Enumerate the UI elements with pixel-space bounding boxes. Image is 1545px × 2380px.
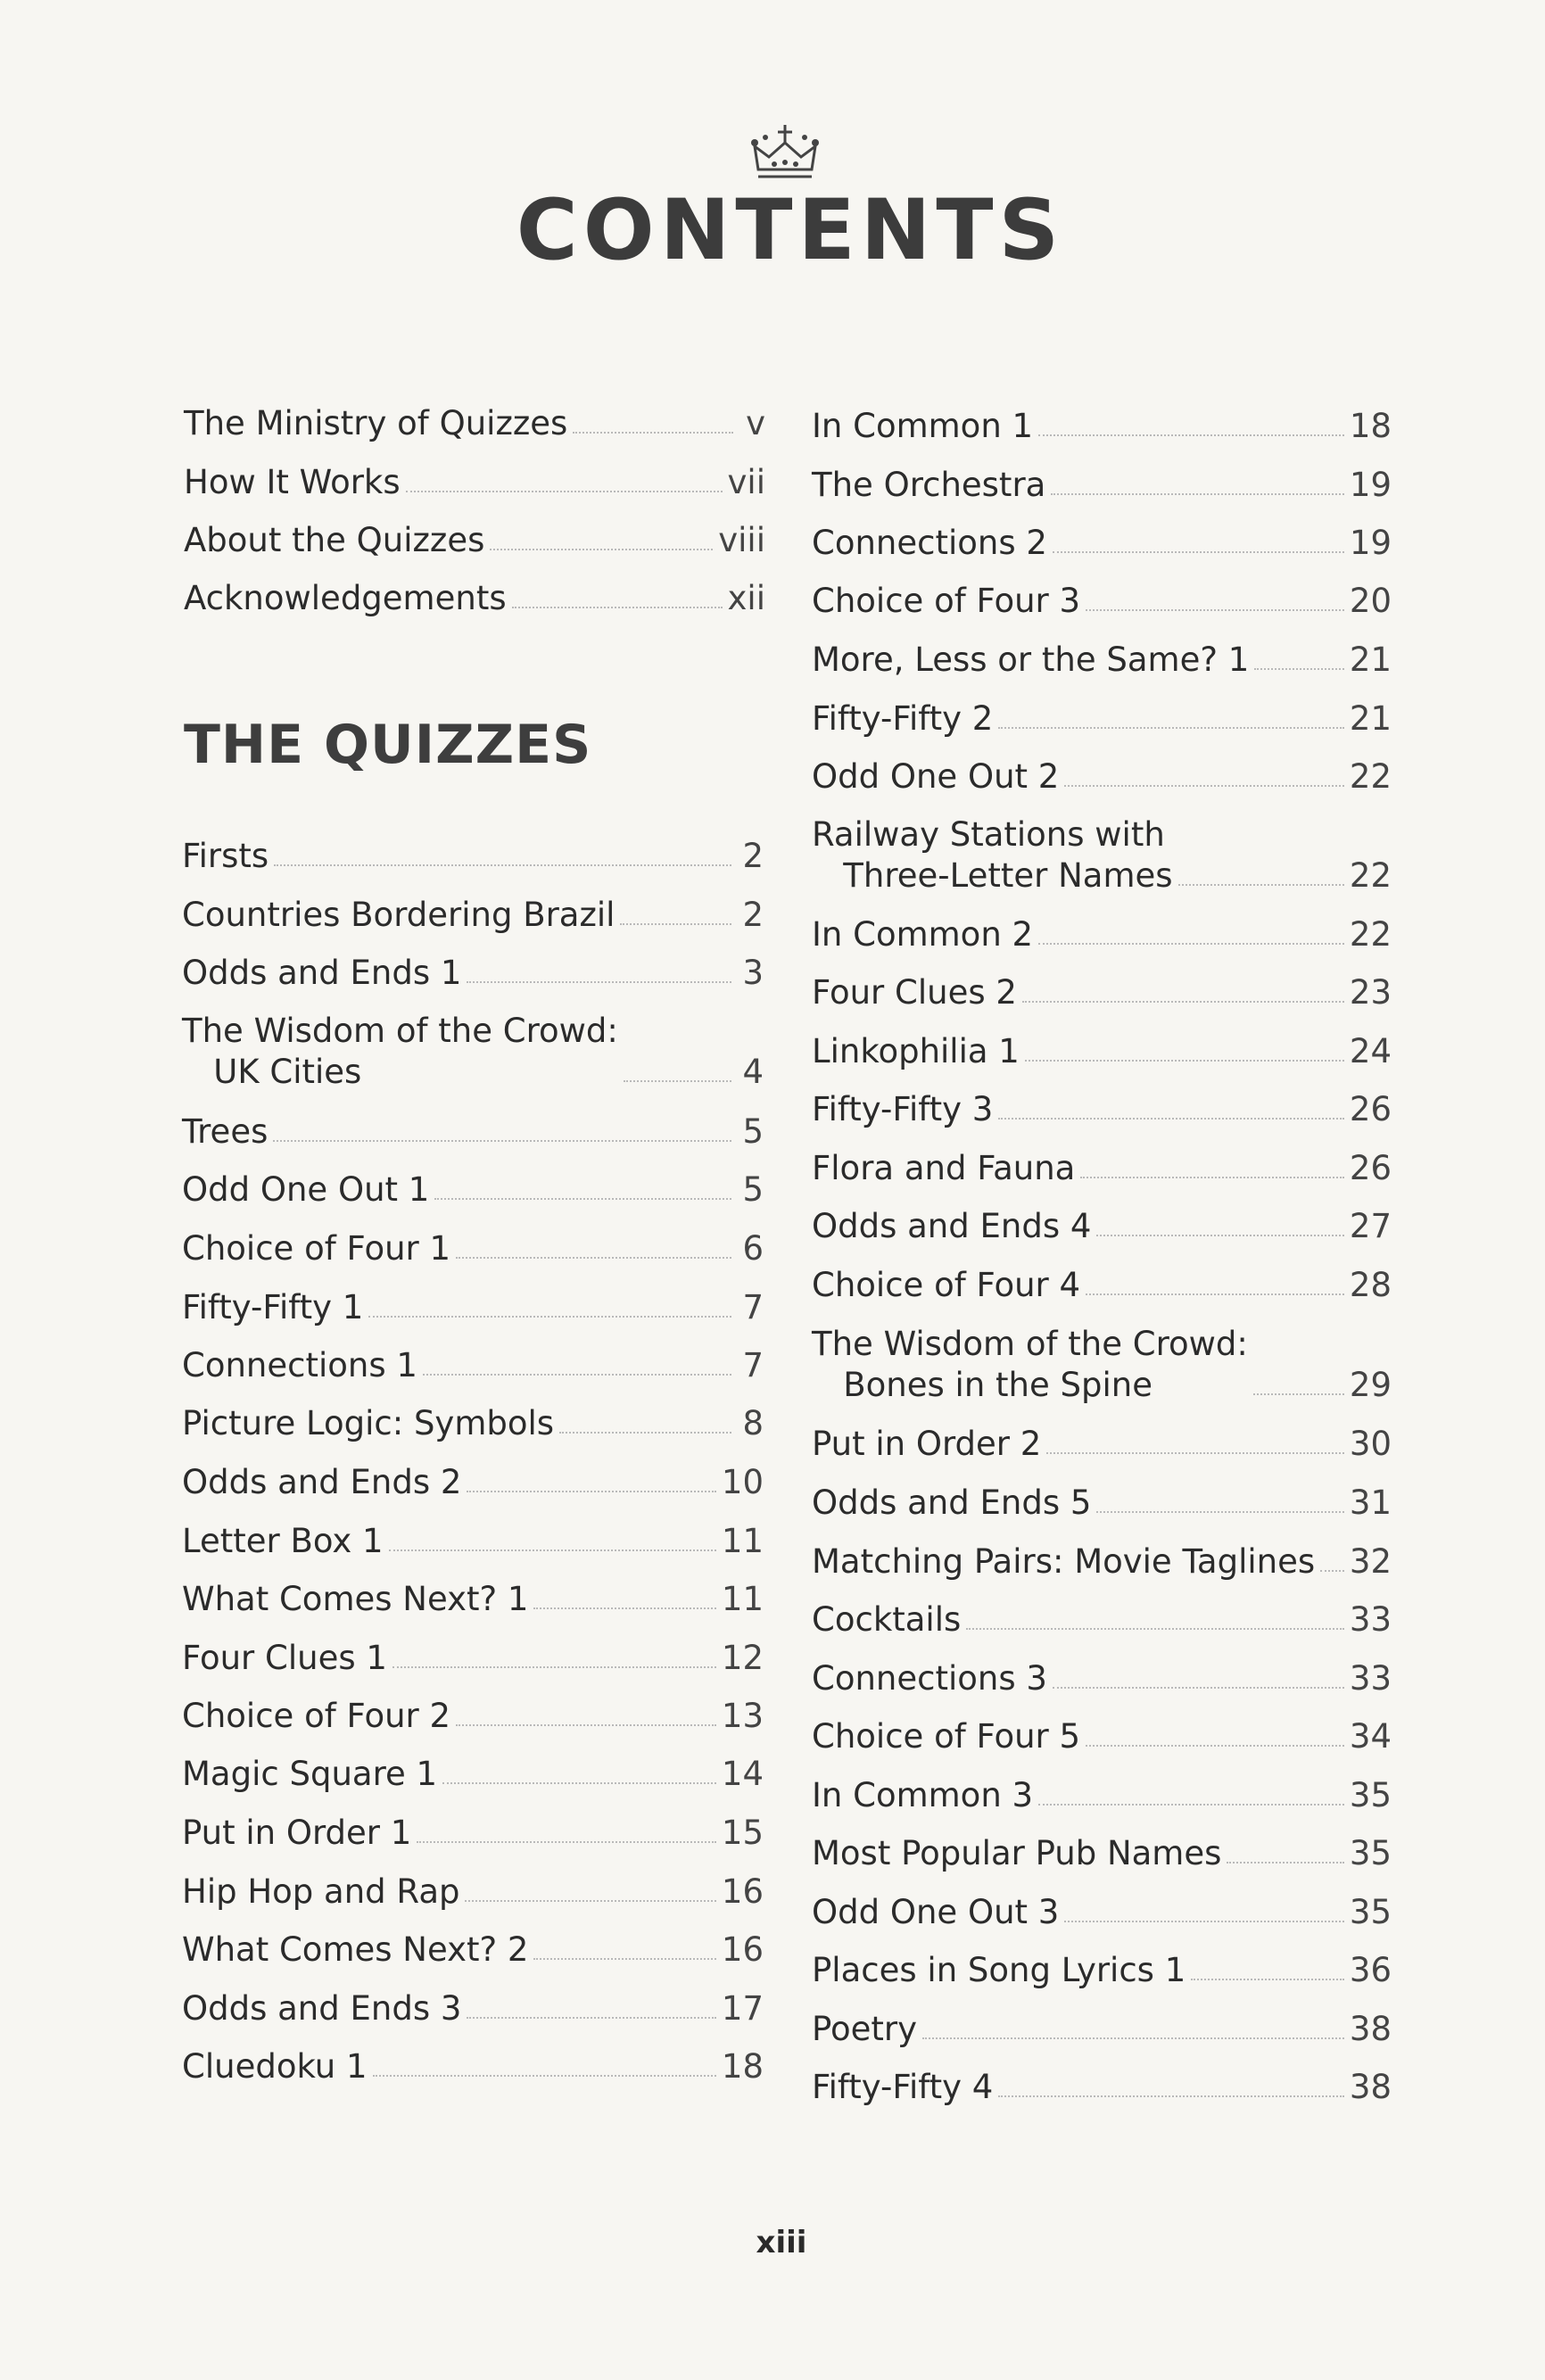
toc-entry-page: 14: [721, 1755, 764, 1793]
toc-entry-title: Firsts: [182, 837, 269, 875]
toc-entry-title: Choice of Four 5: [812, 1717, 1081, 1756]
toc-entry-page: 2: [742, 896, 764, 934]
toc-entry-page: 5: [742, 1170, 764, 1209]
toc-entry-title: Odds and Ends 4: [812, 1207, 1092, 1245]
toc-entry-title: Odd One Out 1: [182, 1170, 430, 1209]
toc-entry-page: 31: [1349, 1483, 1392, 1522]
toc-entry-title: Fifty-Fifty 4: [812, 2068, 994, 2106]
toc-entry-title: Choice of Four 3: [812, 582, 1081, 620]
dot-leader: [1096, 1235, 1344, 1236]
toc-entry-page: 21: [1349, 699, 1392, 738]
dot-leader: [467, 981, 731, 983]
toc-entry[interactable]: [182, 1872, 764, 1913]
dot-leader: [373, 2075, 716, 2077]
dot-leader: [392, 1666, 716, 1668]
toc-entry-title: Trees: [182, 1112, 269, 1151]
dot-leader: [1253, 1393, 1344, 1395]
toc-entry[interactable]: [812, 523, 1392, 564]
toc-entry-page: 7: [742, 1346, 764, 1384]
toc-entry[interactable]: [812, 465, 1392, 506]
toc-entry[interactable]: [182, 1228, 764, 1269]
toc-entry-title: About the Quizzes: [184, 521, 485, 559]
toc-entry[interactable]: [812, 1089, 1392, 1130]
toc-entry[interactable]: [812, 1833, 1392, 1874]
toc-entry-title: Countries Bordering Brazil: [182, 896, 616, 934]
toc-entry-title: Odd One Out 3: [812, 1893, 1060, 1931]
toc-entry[interactable]: [182, 1462, 764, 1503]
toc-entry[interactable]: [812, 1206, 1392, 1247]
toc-entry-title: What Comes Next? 1: [182, 1580, 529, 1618]
toc-entry[interactable]: [182, 2046, 764, 2087]
toc-entry[interactable]: [812, 1483, 1392, 1524]
toc-entry-title: Choice of Four 1: [182, 1229, 451, 1268]
toc-entry-page: 3: [742, 954, 764, 992]
toc-entry-title: The Orchestra: [812, 466, 1046, 504]
toc-entry-page: 22: [1349, 856, 1392, 895]
toc-entry-title: Connections 2: [812, 524, 1047, 562]
toc-entry-page: 10: [721, 1463, 764, 1501]
dot-leader: [1178, 884, 1344, 886]
dot-leader: [1086, 1745, 1344, 1747]
toc-entry-title: Odd One Out 2: [812, 757, 1060, 796]
toc-entry-title: Poetry: [812, 2010, 918, 2048]
dot-leader: [1038, 1804, 1344, 1806]
toc-entry-page: xii: [727, 579, 765, 617]
toc-entry-page: 26: [1349, 1149, 1392, 1187]
toc-entry-page: 22: [1349, 757, 1392, 796]
toc-entry-page: 18: [721, 2047, 764, 2086]
dot-leader: [559, 1432, 731, 1434]
toc-entry[interactable]: [182, 1930, 764, 1971]
dot-leader: [1191, 1979, 1344, 1980]
toc-entry-page: 19: [1349, 466, 1392, 504]
toc-entry[interactable]: [182, 1011, 764, 1093]
toc-entry[interactable]: [182, 1111, 764, 1153]
toc-entry-title: How It Works: [184, 463, 401, 501]
toc-entry[interactable]: [812, 2067, 1392, 2108]
toc-entry-page: 4: [742, 1053, 764, 1091]
toc-entry-title: Cocktails: [812, 1600, 962, 1639]
dot-leader: [922, 2037, 1344, 2039]
toc-entry-page: 30: [1349, 1425, 1392, 1463]
dot-leader: [368, 1316, 731, 1318]
toc-entry-title: Odds and Ends 5: [812, 1483, 1092, 1522]
dot-leader: [467, 2017, 716, 2019]
toc-entry-page: 16: [721, 1930, 764, 1969]
toc-entry[interactable]: [812, 640, 1392, 681]
dot-leader: [1038, 434, 1344, 436]
toc-entry-title: Railway Stations with Three-Letter Names: [812, 815, 1173, 895]
toc-entry-title: Four Clues 1: [182, 1639, 387, 1677]
toc-entry[interactable]: [812, 2009, 1392, 2050]
toc-entry-page: 32: [1349, 1542, 1392, 1581]
dot-leader: [1053, 1687, 1344, 1689]
toc-entry[interactable]: [182, 1696, 764, 1737]
toc-entry[interactable]: [182, 1754, 764, 1795]
toc-entry[interactable]: [812, 756, 1392, 797]
section-heading: THE QUIZZES: [184, 714, 592, 776]
dot-leader: [456, 1724, 716, 1726]
crown-icon: [748, 123, 822, 182]
toc-entry[interactable]: [182, 1638, 764, 1679]
dot-leader: [1046, 1452, 1344, 1454]
toc-entry-page: 38: [1349, 2068, 1392, 2106]
dot-leader: [456, 1257, 731, 1259]
dot-leader: [1227, 1862, 1344, 1864]
toc-entry-title: Flora and Fauna: [812, 1149, 1076, 1187]
toc-entry-page: 28: [1349, 1266, 1392, 1304]
toc-entry-page: 26: [1349, 1090, 1392, 1128]
toc-entry-title: Odds and Ends 1: [182, 954, 462, 992]
dot-leader: [1254, 668, 1344, 670]
toc-entry[interactable]: [812, 1658, 1392, 1699]
dot-leader: [998, 727, 1344, 729]
dot-leader: [406, 491, 723, 492]
toc-entry-title: Odds and Ends 3: [182, 1989, 462, 2028]
toc-entry-page: 17: [721, 1989, 764, 2028]
toc-entry-page: 38: [1349, 2010, 1392, 2048]
dot-leader: [1320, 1570, 1344, 1572]
dot-leader: [417, 1841, 716, 1843]
toc-entry-page: 35: [1349, 1893, 1392, 1931]
toc-entry[interactable]: [812, 1892, 1392, 1933]
toc-entry-title: Connections 1: [182, 1346, 417, 1384]
toc-entry[interactable]: [812, 1031, 1392, 1072]
toc-entry[interactable]: [812, 1265, 1392, 1306]
toc-entry-title: Picture Logic: Symbols: [182, 1404, 555, 1442]
toc-entry-page: 11: [721, 1580, 764, 1618]
page-title: CONTENTS: [516, 182, 1065, 279]
dot-leader: [624, 1080, 731, 1082]
toc-entry-page: 7: [742, 1288, 764, 1326]
toc-entry-page: 13: [721, 1697, 764, 1735]
toc-entry-title: The Ministry of Quizzes: [184, 404, 568, 442]
toc-entry-title: What Comes Next? 2: [182, 1930, 529, 1969]
toc-entry-page: 12: [721, 1639, 764, 1677]
toc-entry[interactable]: [184, 520, 765, 561]
toc-entry[interactable]: [812, 1775, 1392, 1816]
toc-entry[interactable]: [182, 1403, 764, 1444]
toc-entry-page: v: [746, 404, 765, 442]
toc-entry-page: 19: [1349, 524, 1392, 562]
toc-entry-title: More, Less or the Same? 1: [812, 640, 1250, 679]
dot-leader: [512, 607, 723, 608]
dot-leader: [1064, 785, 1344, 787]
toc-entry[interactable]: [812, 698, 1392, 740]
toc-entry[interactable]: [182, 1169, 764, 1211]
toc-entry[interactable]: [182, 953, 764, 994]
toc-entry-title: The Wisdom of the Crowd: Bones in the Spine: [812, 1325, 1248, 1404]
toc-entry[interactable]: [812, 1599, 1392, 1640]
toc-entry-page: 36: [1349, 1951, 1392, 1989]
toc-entry-page: 16: [721, 1872, 764, 1911]
toc-entry-page: 33: [1349, 1659, 1392, 1698]
dot-leader: [1086, 609, 1344, 611]
dot-leader: [273, 1140, 731, 1142]
dot-leader: [1080, 1177, 1344, 1178]
toc-entry[interactable]: [812, 914, 1392, 955]
toc-entry-title: Linkophilia 1: [812, 1032, 1020, 1070]
toc-entry[interactable]: [812, 1716, 1392, 1757]
page-number: xiii: [756, 2225, 807, 2260]
dot-leader: [1096, 1511, 1344, 1513]
toc-entry-title: In Common 1: [812, 407, 1034, 445]
dot-leader: [533, 1607, 715, 1609]
toc-entry-page: 29: [1349, 1366, 1392, 1404]
dot-leader: [998, 2095, 1344, 2097]
toc-entry-title: Choice of Four 4: [812, 1266, 1081, 1304]
toc-entry-page: 20: [1349, 582, 1392, 620]
toc-entry[interactable]: [812, 581, 1392, 622]
toc-entry-page: 15: [721, 1814, 764, 1852]
toc-entry-page: 35: [1349, 1776, 1392, 1814]
toc-entry-page: 27: [1349, 1207, 1392, 1245]
toc-entry[interactable]: [184, 403, 765, 444]
dot-leader: [274, 864, 731, 866]
toc-entry-page: 8: [742, 1404, 764, 1442]
toc-entry-title: Four Clues 2: [812, 973, 1017, 1012]
toc-entry[interactable]: [812, 1950, 1392, 1991]
toc-entry[interactable]: [812, 972, 1392, 1013]
toc-entry-page: 35: [1349, 1834, 1392, 1872]
dot-leader: [467, 1491, 716, 1492]
toc-entry-page: vii: [727, 463, 765, 501]
toc-entry-title: Acknowledgements: [184, 579, 507, 617]
dot-leader: [573, 432, 733, 434]
toc-entry-title: Hip Hop and Rap: [182, 1872, 460, 1911]
toc-entry[interactable]: [812, 814, 1392, 897]
toc-entry-page: 34: [1349, 1717, 1392, 1756]
toc-entry[interactable]: [812, 406, 1392, 447]
toc-entry[interactable]: [812, 1324, 1392, 1406]
toc-entry[interactable]: [182, 836, 764, 877]
toc-entry[interactable]: [182, 1287, 764, 1328]
toc-entry-title: Letter Box 1: [182, 1522, 384, 1560]
dot-leader: [533, 1958, 715, 1960]
toc-entry-page: 18: [1349, 407, 1392, 445]
toc-entry-page: 21: [1349, 640, 1392, 679]
dot-leader: [1051, 493, 1344, 495]
toc-entry-page: 5: [742, 1112, 764, 1151]
toc-entry[interactable]: [184, 578, 765, 619]
toc-entry-page: 33: [1349, 1600, 1392, 1639]
toc-entry[interactable]: [182, 1579, 764, 1620]
toc-entry-title: The Wisdom of the Crowd: UK Cities: [182, 1012, 618, 1091]
dot-leader: [1086, 1293, 1344, 1295]
dot-leader: [490, 549, 713, 550]
toc-entry-title: Choice of Four 2: [182, 1697, 451, 1735]
toc-entry[interactable]: [812, 1148, 1392, 1189]
dot-leader: [966, 1628, 1344, 1630]
toc-entry-page: 11: [721, 1522, 764, 1560]
dot-leader: [620, 923, 731, 925]
dot-leader: [389, 1549, 716, 1551]
dot-leader: [465, 1900, 715, 1902]
dot-leader: [423, 1374, 731, 1376]
toc-entry-title: Most Popular Pub Names: [812, 1834, 1222, 1872]
dot-leader: [434, 1198, 731, 1200]
dot-leader: [1064, 1921, 1344, 1922]
toc-entry[interactable]: [812, 1541, 1392, 1583]
toc-entry-title: Cluedoku 1: [182, 2047, 368, 2086]
toc-entry-page: 22: [1349, 915, 1392, 954]
toc-entry-page: 2: [742, 837, 764, 875]
dot-leader: [1038, 943, 1344, 945]
toc-entry-title: Fifty-Fifty 1: [182, 1288, 364, 1326]
dot-leader: [998, 1118, 1344, 1120]
toc-entry-page: 23: [1349, 973, 1392, 1012]
toc-entry[interactable]: [182, 895, 764, 936]
toc-entry-title: Odds and Ends 2: [182, 1463, 462, 1501]
toc-entry[interactable]: [182, 1988, 764, 2029]
dot-leader: [1025, 1060, 1344, 1062]
toc-entry-title: Connections 3: [812, 1659, 1047, 1698]
toc-entry[interactable]: [812, 1424, 1392, 1465]
dot-leader: [1022, 1001, 1344, 1003]
toc-entry-title: Put in Order 1: [182, 1814, 412, 1852]
toc-entry-title: Put in Order 2: [812, 1425, 1042, 1463]
toc-entry-title: Magic Square 1: [182, 1755, 438, 1793]
dot-leader: [442, 1782, 716, 1784]
toc-entry-page: viii: [718, 521, 765, 559]
toc-entry-title: In Common 2: [812, 915, 1034, 954]
dot-leader: [1053, 551, 1344, 553]
toc-entry-title: Fifty-Fifty 2: [812, 699, 994, 738]
toc-entry[interactable]: [184, 462, 765, 503]
toc-entry-page: 6: [742, 1229, 764, 1268]
toc-entry-title: Matching Pairs: Movie Taglines: [812, 1542, 1316, 1581]
toc-entry-title: Fifty-Fifty 3: [812, 1090, 994, 1128]
toc-entry-title: In Common 3: [812, 1776, 1034, 1814]
toc-entry[interactable]: [182, 1521, 764, 1562]
toc-entry-title: Places in Song Lyrics 1: [812, 1951, 1186, 1989]
toc-entry-page: 24: [1349, 1032, 1392, 1070]
toc-entry[interactable]: [182, 1813, 764, 1854]
toc-entry[interactable]: [182, 1345, 764, 1386]
